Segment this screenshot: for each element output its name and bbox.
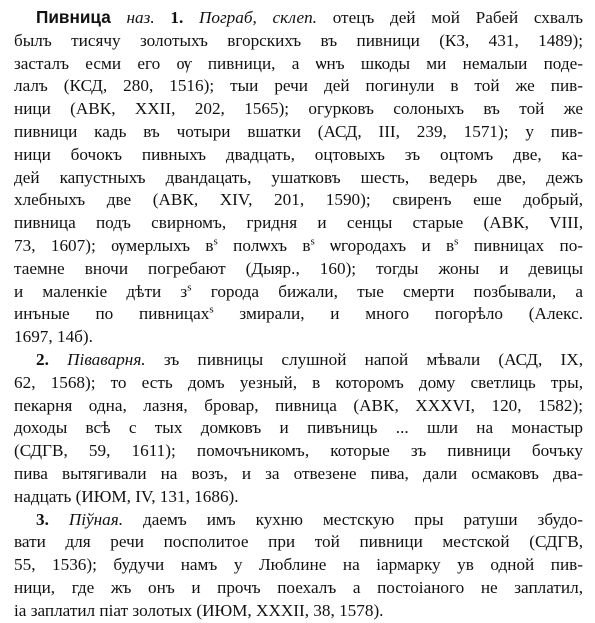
text-segment: змирали, и много погорѣло (Алекс.: [213, 304, 583, 324]
superscript: s: [213, 235, 218, 248]
text-segment: полѡхъ в: [217, 235, 311, 255]
text-line: отецъ дей мой Рабей схвалъ: [332, 8, 584, 27]
text-line: (СДГВ, 59, 1611); помочъникомъ, которые зъ пивници бочъку: [14, 441, 583, 461]
sense-number: 2.: [36, 349, 49, 369]
text-line: [14, 235, 583, 258]
text-line: [14, 281, 583, 304]
superscript: s: [187, 280, 192, 293]
sense-number: 1.: [170, 8, 184, 27]
text-line: ници, где жъ онъ и прочъ поехалъ а постоіаного не заплатил,: [14, 577, 583, 597]
text-line: вати для речи посполитое при той пивници местской (СДГВ,: [14, 532, 583, 552]
text-line: 62, 1568); то есть домъ уезный, в которомъ дому светлиць тры,: [14, 372, 583, 392]
sense-number: 3.: [36, 509, 49, 529]
entry-line: [14, 6, 583, 30]
text-line: ници бочокъ пивныхъ двадцать, оцтовыхъ зъ оцтомъ две, ка-: [14, 144, 583, 164]
sense-line: [14, 509, 583, 532]
text-line: даемъ имъ кухню местскую пры ратуши збудо-: [143, 509, 583, 529]
text-segment: города бижали, тые смерти позбывали, а: [191, 281, 583, 301]
sense-gloss: Пограб, склеп.: [198, 8, 317, 27]
text-line: пива вытягивали на возъ, и за отвезене пива, дали осмаковъ два-: [14, 463, 583, 483]
sense-line: [14, 349, 583, 372]
text-line: ници (АВК, XXII, 202, 1565); огурковъ солоныхъ въ той же: [14, 99, 583, 119]
text-line: пекарня одна, лазня, бровар, пивница (АВК, XXXVI, 120, 1582);: [14, 395, 583, 415]
text-line: [14, 303, 583, 326]
sense-gloss: Піўная.: [68, 509, 124, 529]
text-segment: пивницах по-: [458, 235, 584, 255]
text-segment: инъные по пивницах: [14, 304, 210, 324]
text-line: зъ пивницы слушной напой мѣвали (АСД, IX,: [163, 349, 583, 369]
headword: Пивница: [36, 7, 111, 27]
sense-gloss: Піваварня.: [67, 349, 146, 369]
superscript: s: [310, 235, 315, 248]
text-line: таемне вночи погребают (Дыяр., 160); тогды жоны и девицы: [14, 258, 583, 278]
text-line: доходы всѣ с тых домковъ и пивъниць ... шли на монастыр: [14, 418, 583, 438]
text-line: 55, 1536); будучи намъ у Люблине на іармарку ув одной пив-: [14, 555, 583, 575]
text-line: хлебныхъ две (АВК, XIV, 201, 1590); свиренъ еше добрый,: [14, 190, 583, 210]
text-segment: ѡгородахъ и в: [314, 235, 455, 255]
text-line: засталъ есми его ѹ пивници, а ѡнъ шкоды ми немалыи поде-: [14, 53, 583, 73]
text-line: былъ тисячу золотыхъ вгорскихъ въ пивници (КЗ, 431, 1489);: [14, 30, 583, 50]
superscript: s: [454, 235, 459, 248]
text-line: дей капустныхъ двандацать, ушатковъ шесть, ведерь две, дежъ: [14, 167, 583, 187]
text-segment: 73, 1607); ѹмерлыхъ в: [14, 235, 214, 255]
text-line: 1697, 14б).: [14, 327, 93, 347]
text-line: надцать (ИЮМ, IV, 131, 1686).: [14, 486, 239, 506]
text-line: іа заплатил піат золотых (ИЮМ, XXXII, 38, 1578).: [14, 600, 384, 620]
text-line: пивница подъ свирномъ, гридня и сенцы старые (АВК, VIII,: [14, 213, 583, 233]
text-line: лалъ (КСД, 280, 1516); тыи речи дей погинули в той же пив-: [14, 76, 583, 96]
text-segment: и маленкіе дѣти з: [14, 281, 188, 301]
part-of-speech: наз.: [126, 8, 155, 27]
text-line: пивници кадь въ чотыри вшатки (АСД, III, 239, 1571); у пив-: [14, 121, 583, 141]
superscript: s: [209, 303, 214, 316]
